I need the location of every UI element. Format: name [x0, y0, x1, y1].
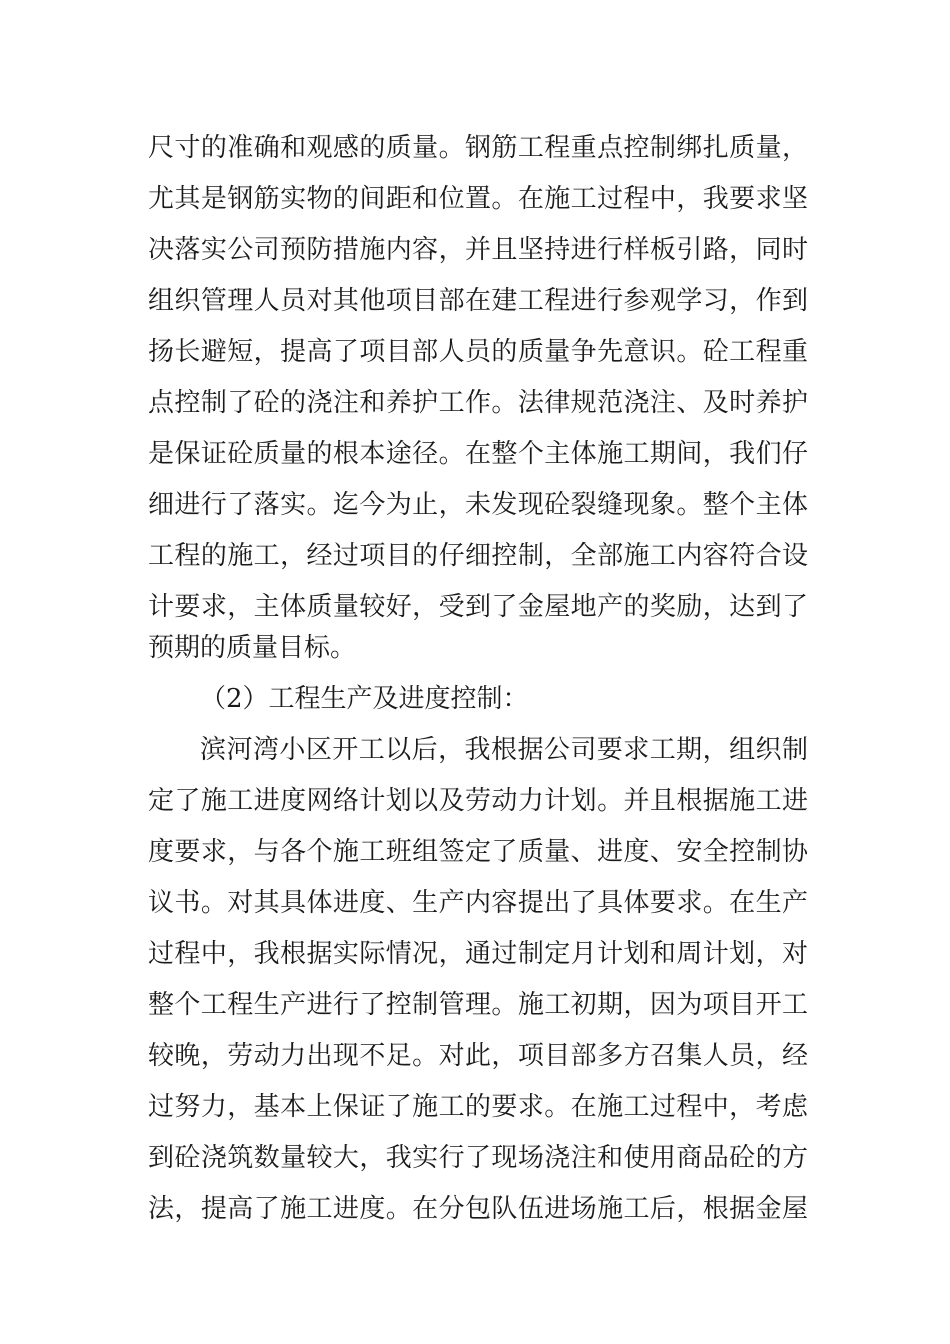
text-line: 细进行了落实。迄今为止，未发现砼裂缝现象。整个主体 — [148, 490, 808, 520]
text-line: 预期的质量目标。 — [148, 633, 357, 663]
text-line: 议书。对其具体进度、生产内容提出了具体要求。在生产 — [148, 888, 808, 918]
text-line: 点控制了砼的浇注和养护工作。法律规范浇注、及时养护 — [148, 388, 808, 418]
text-line: 整个工程生产进行了控制管理。施工初期，因为项目开工 — [148, 990, 808, 1020]
text-line: 较晚，劳动力出现不足。对此，项目部多方召集人员，经 — [148, 1041, 808, 1071]
section-heading: （2）工程生产及进度控制： — [200, 684, 529, 714]
text-line: 度要求，与各个施工班组签定了质量、进度、安全控制协 — [148, 837, 808, 867]
text-line: 过努力，基本上保证了施工的要求。在施工过程中，考虑 — [148, 1092, 808, 1122]
text-line: 决落实公司预防措施内容，并且坚持进行样板引路，同时 — [148, 235, 808, 265]
text-line: 法，提高了施工进度。在分包队伍进场施工后，根据金屋 — [148, 1194, 808, 1224]
text-line: 过程中，我根据实际情况，通过制定月计划和周计划，对 — [148, 939, 808, 969]
text-line: 到砼浇筑数量较大，我实行了现场浇注和使用商品砼的方 — [148, 1143, 808, 1173]
text-line: 滨河湾小区开工以后，我根据公司要求工期，组织制 — [200, 735, 808, 765]
text-line: 组织管理人员对其他项目部在建工程进行参观学习，作到 — [148, 286, 808, 316]
text-line: 计要求，主体质量较好，受到了金屋地产的奖励，达到了 — [148, 592, 808, 622]
text-line: 尤其是钢筋实物的间距和位置。在施工过程中，我要求坚 — [148, 184, 808, 214]
text-line: 定了施工进度网络计划以及劳动力计划。并且根据施工进 — [148, 786, 808, 816]
text-line: 工程的施工，经过项目的仔细控制，全部施工内容符合设 — [148, 541, 808, 571]
text-line: 尺寸的准确和观感的质量。钢筋工程重点控制绑扎质量， — [148, 133, 808, 163]
text-line: 扬长避短，提高了项目部人员的质量争先意识。砼工程重 — [148, 337, 808, 367]
text-line: 是保证砼质量的根本途径。在整个主体施工期间，我们仔 — [148, 439, 808, 469]
